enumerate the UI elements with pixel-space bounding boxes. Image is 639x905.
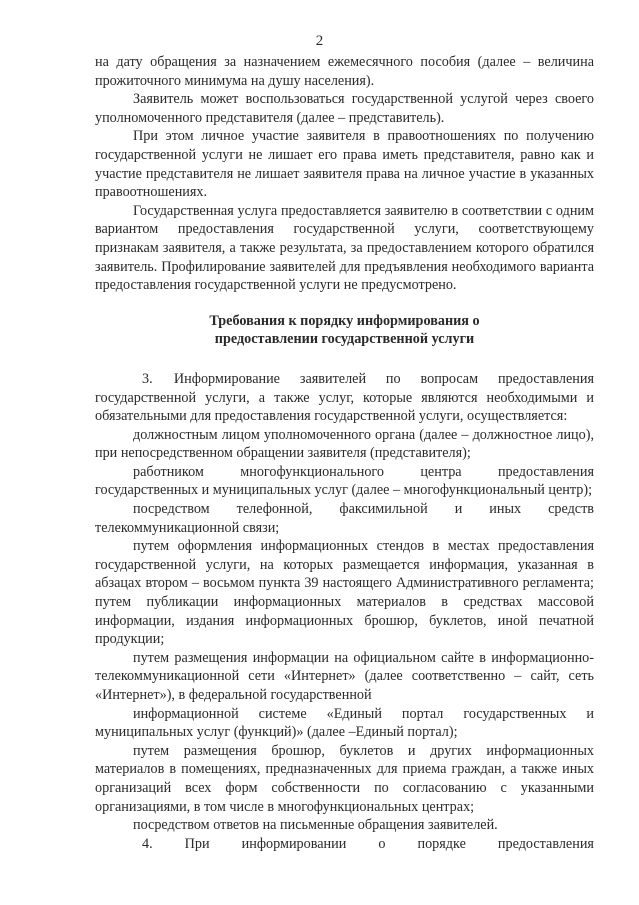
paragraph-item-4 (95, 835, 594, 854)
paragraph-item-3: 3. Информирование заявителей по вопросам предоставления государственной услуги, а также услуг, которые являются необходимыми и обязательными для предоставления государственной услуги, осуществляется: (95, 370, 594, 425)
last-line-word: информировании (241, 835, 347, 852)
section-heading (95, 312, 594, 349)
last-line-word: о (378, 835, 386, 852)
last-line-word: При (184, 835, 210, 852)
paragraph-service-variant: Государственная услуга предоставляется заявителю в соответствии с одним вариантом предоставления государственной услуги, соответствующему признакам заявителя, а также результата, за предоставлением которого обратился заявитель. Профилирование заявителей для предъявления необходимого варианта предоставления государственной услуги не предусмотрено. (95, 202, 594, 294)
paragraph-info-stands: путем оформления информационных стендов в местах предоставления государственной услуги, на которых размещается информация, указанная в абзацах втором – восьмом пункта 39 настоящего Административного регламента; путем публикации информационных материалов в средствах массовой информации, издания информационных брошюр, буклетов, иной печатной продукции; (95, 538, 594, 648)
paragraph-continuation: на дату обращения за назначением ежемесячного пособия (далее – величина прожиточного минимума на душу населения). (95, 54, 594, 89)
paragraph-telecom: посредством телефонной, факсимильной и иных средств телекоммуникационной связи; (95, 501, 594, 536)
paragraph-brochures: путем размещения брошюр, буклетов и других информационных материалов в помещениях, предназначенных для приема граждан, а также иных организаций всех форм собственности по согласованию с указанными организациями, в том числе в многофункциональных центрах; (95, 742, 594, 815)
paragraph-unified-portal: информационной системе «Единый портал государственных и муниципальных услуг (функций)» (далее –Единый портал); (95, 705, 594, 741)
paragraph-written-answers: посредством ответов на письменные обращения заявителей. (133, 817, 498, 834)
document-body (95, 53, 594, 853)
paragraph-official: должностным лицом уполномоченного органа (далее – должностное лицо), при непосредственном обращении заявителя (представителя); (95, 426, 594, 462)
page-number: 2 (315, 33, 324, 49)
paragraph-mfc-worker: работником многофункционального центра предоставления государственных и муниципальных услуг (далее – многофункциональный центр); (95, 463, 594, 499)
last-line-word: 4. (142, 835, 153, 852)
last-line-word: порядке (417, 835, 466, 852)
paragraph-official-site: путем размещения информации на официальном сайте в информационно- телекоммуникационной сети «Интернет» (далее соответственно – сайт, сеть «Интернет»), в федеральной государственной (95, 649, 594, 703)
section-heading-line-2: предоставлении государственной услуги (214, 331, 475, 348)
paragraph-representative: Заявитель может воспользоваться государственной услугой через своего уполномоченного представителя (далее – представитель). (95, 91, 594, 126)
paragraph-personal-participation: При этом личное участие заявителя в правоотношениях по получению государственной услуги не лишает его права иметь представителя, равно как и участие представителя не лишает заявителя права на личное участие в указанных правоотношениях. (95, 128, 594, 201)
section-heading-line-1: Требования к порядку информирования о (209, 312, 480, 329)
last-line-word: предоставления (497, 835, 594, 852)
